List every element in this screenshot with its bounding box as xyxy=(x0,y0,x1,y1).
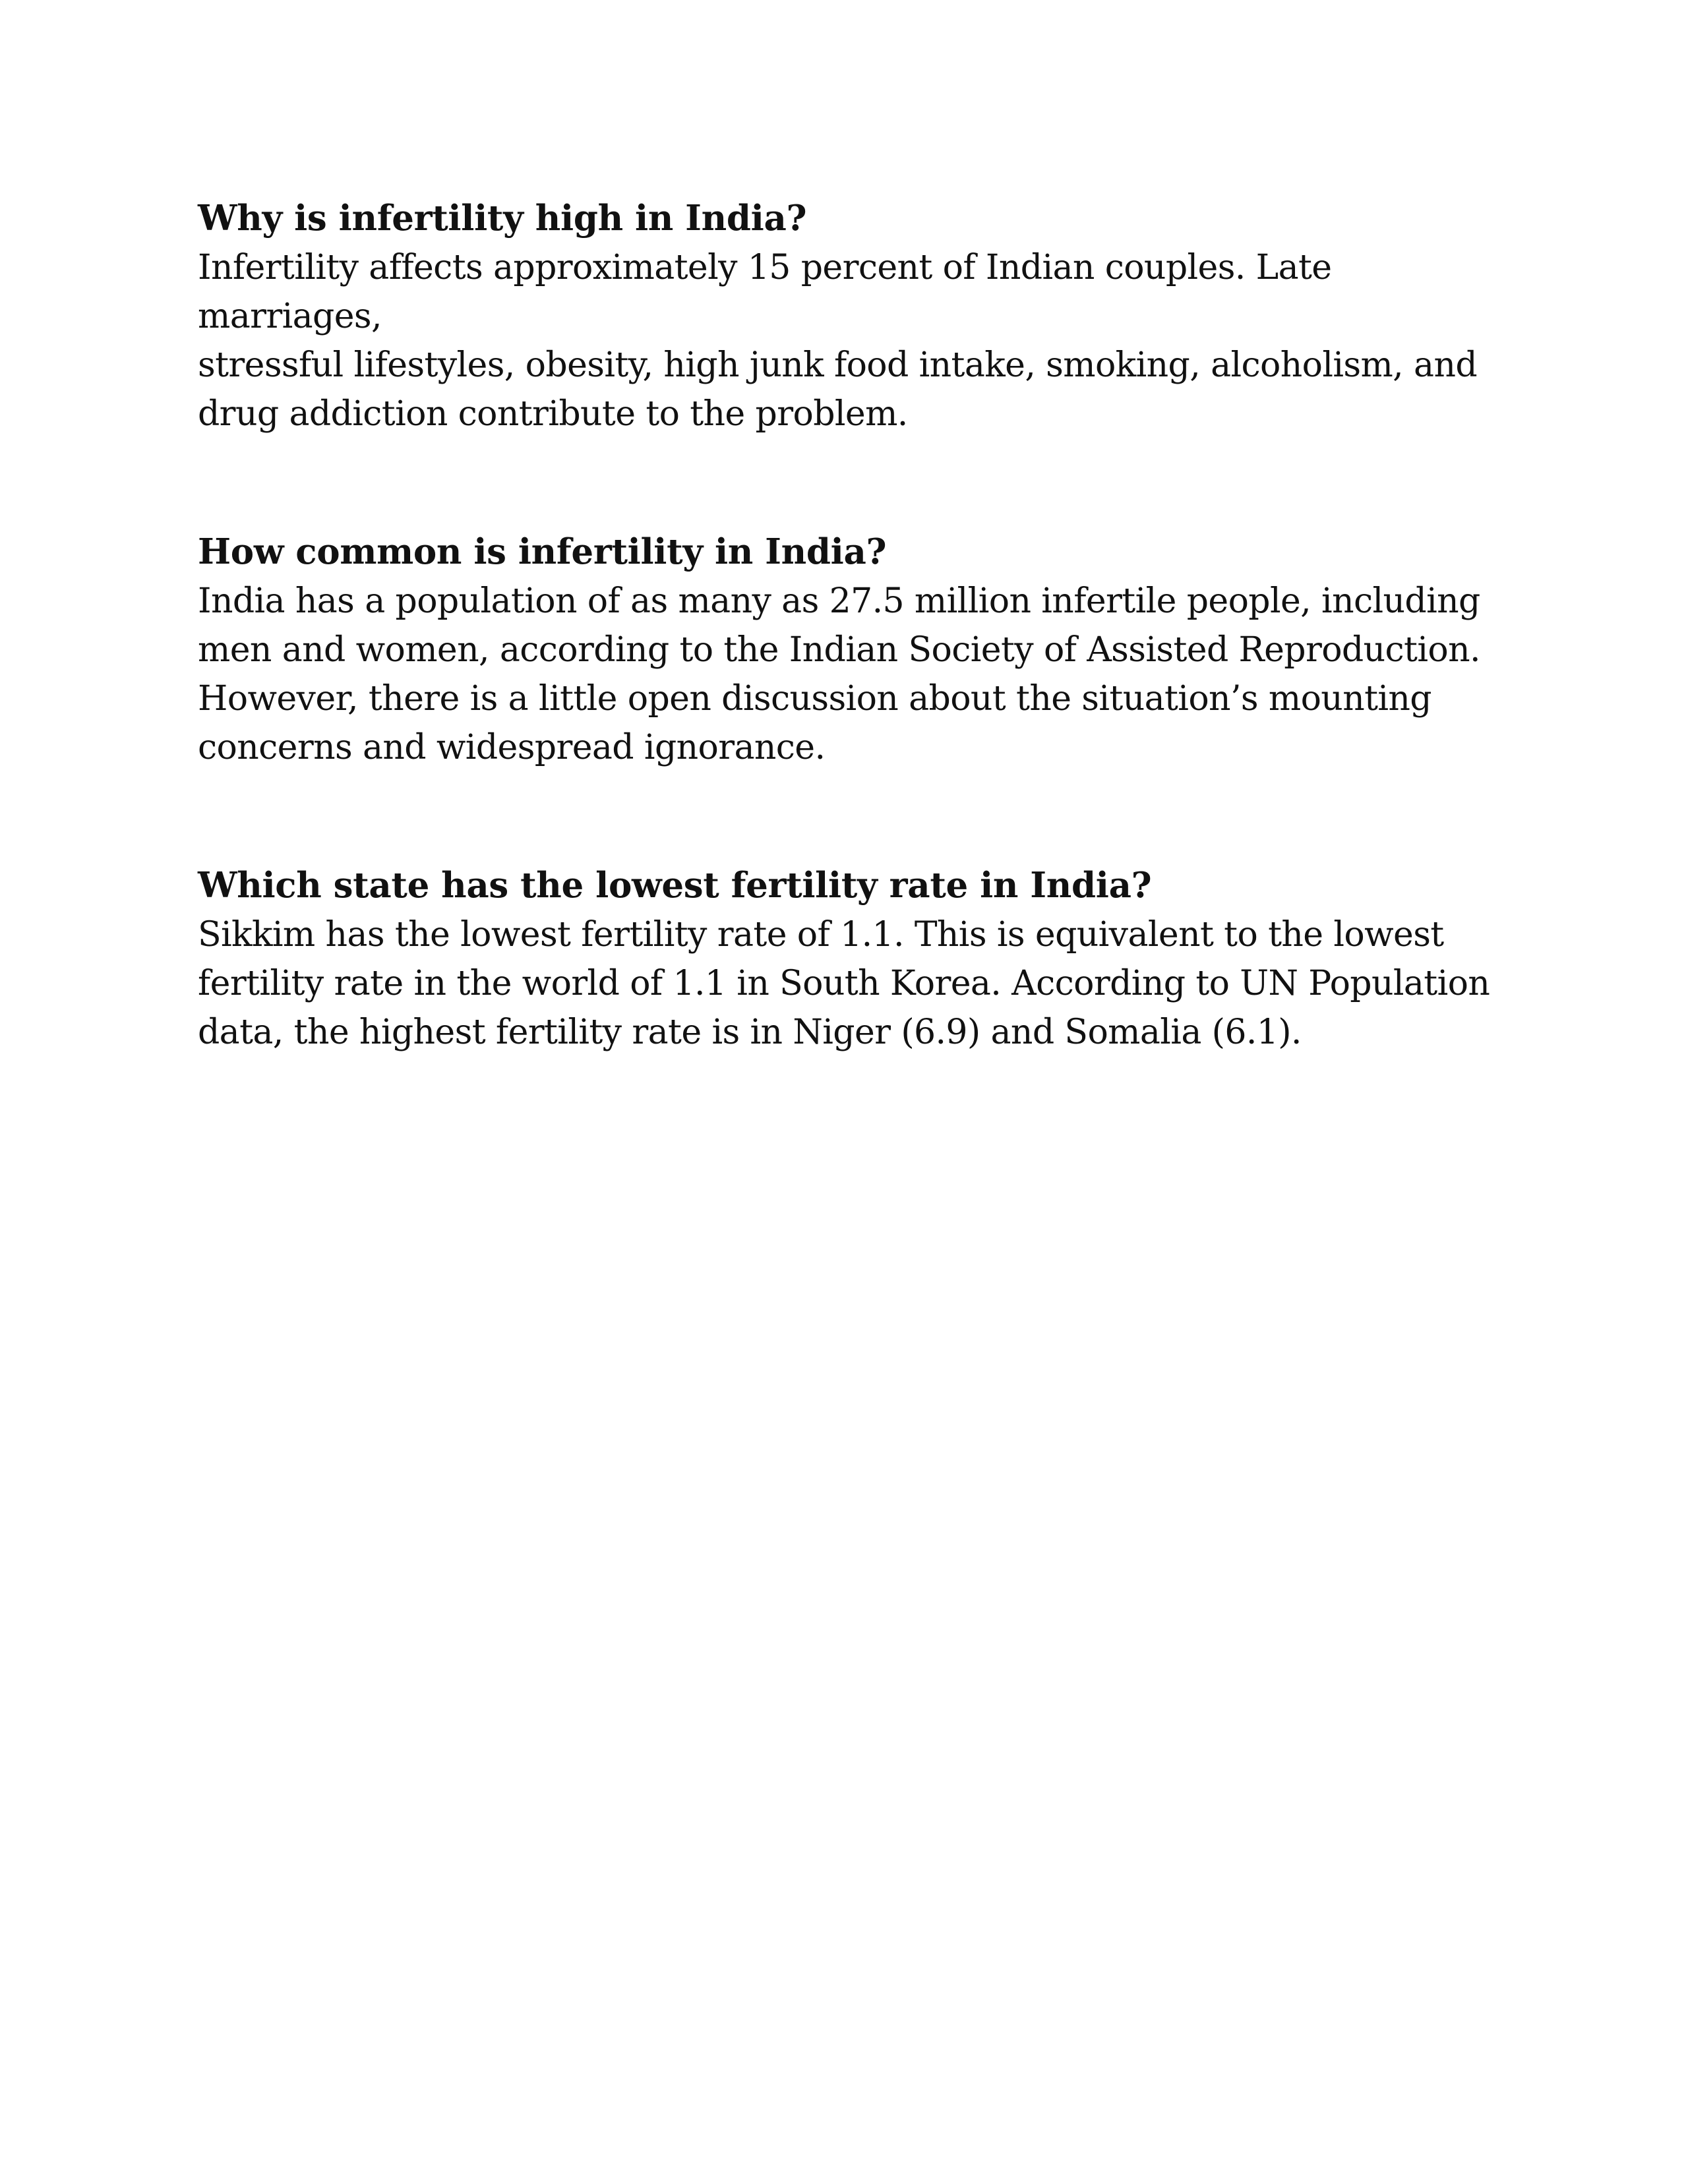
body-line: drug addiction contribute to the problem. xyxy=(198,394,908,434)
section-infertility-high xyxy=(198,194,1517,438)
section-heading: Which state has the lowest fertility rate in India? xyxy=(198,865,1152,906)
body-line: Sikkim has the lowest fertility rate of 1.1. This is equivalent to the lowest xyxy=(198,915,1444,955)
section-heading: How common is infertility in India? xyxy=(198,531,887,572)
body-line: fertility rate in the world of 1.1 in South Korea. According to UN Population xyxy=(198,964,1490,1003)
body-line: Infertility affects approximately 15 percent of Indian couples. Late marriages, xyxy=(198,248,1332,336)
document-page xyxy=(198,194,1517,1146)
section-body xyxy=(198,243,1517,438)
section-infertility-common xyxy=(198,527,1517,772)
body-line: men and women, according to the Indian Society of Assisted Reproduction. xyxy=(198,630,1480,670)
body-line: India has a population of as many as 27.5 million infertile people, including xyxy=(198,581,1480,621)
body-line: data, the highest fertility rate is in Niger (6.9) and Somalia (6.1). xyxy=(198,1013,1302,1052)
body-line: concerns and widespread ignorance. xyxy=(198,728,826,767)
body-line: stressful lifestyles, obesity, high junk food intake, smoking, alcoholism, and xyxy=(198,345,1478,385)
section-heading: Why is infertility high in India? xyxy=(198,198,807,239)
section-body xyxy=(198,910,1517,1057)
body-line: However, there is a little open discussion about the situation’s mounting xyxy=(198,679,1432,719)
section-lowest-fertility xyxy=(198,861,1517,1057)
section-body xyxy=(198,577,1517,772)
